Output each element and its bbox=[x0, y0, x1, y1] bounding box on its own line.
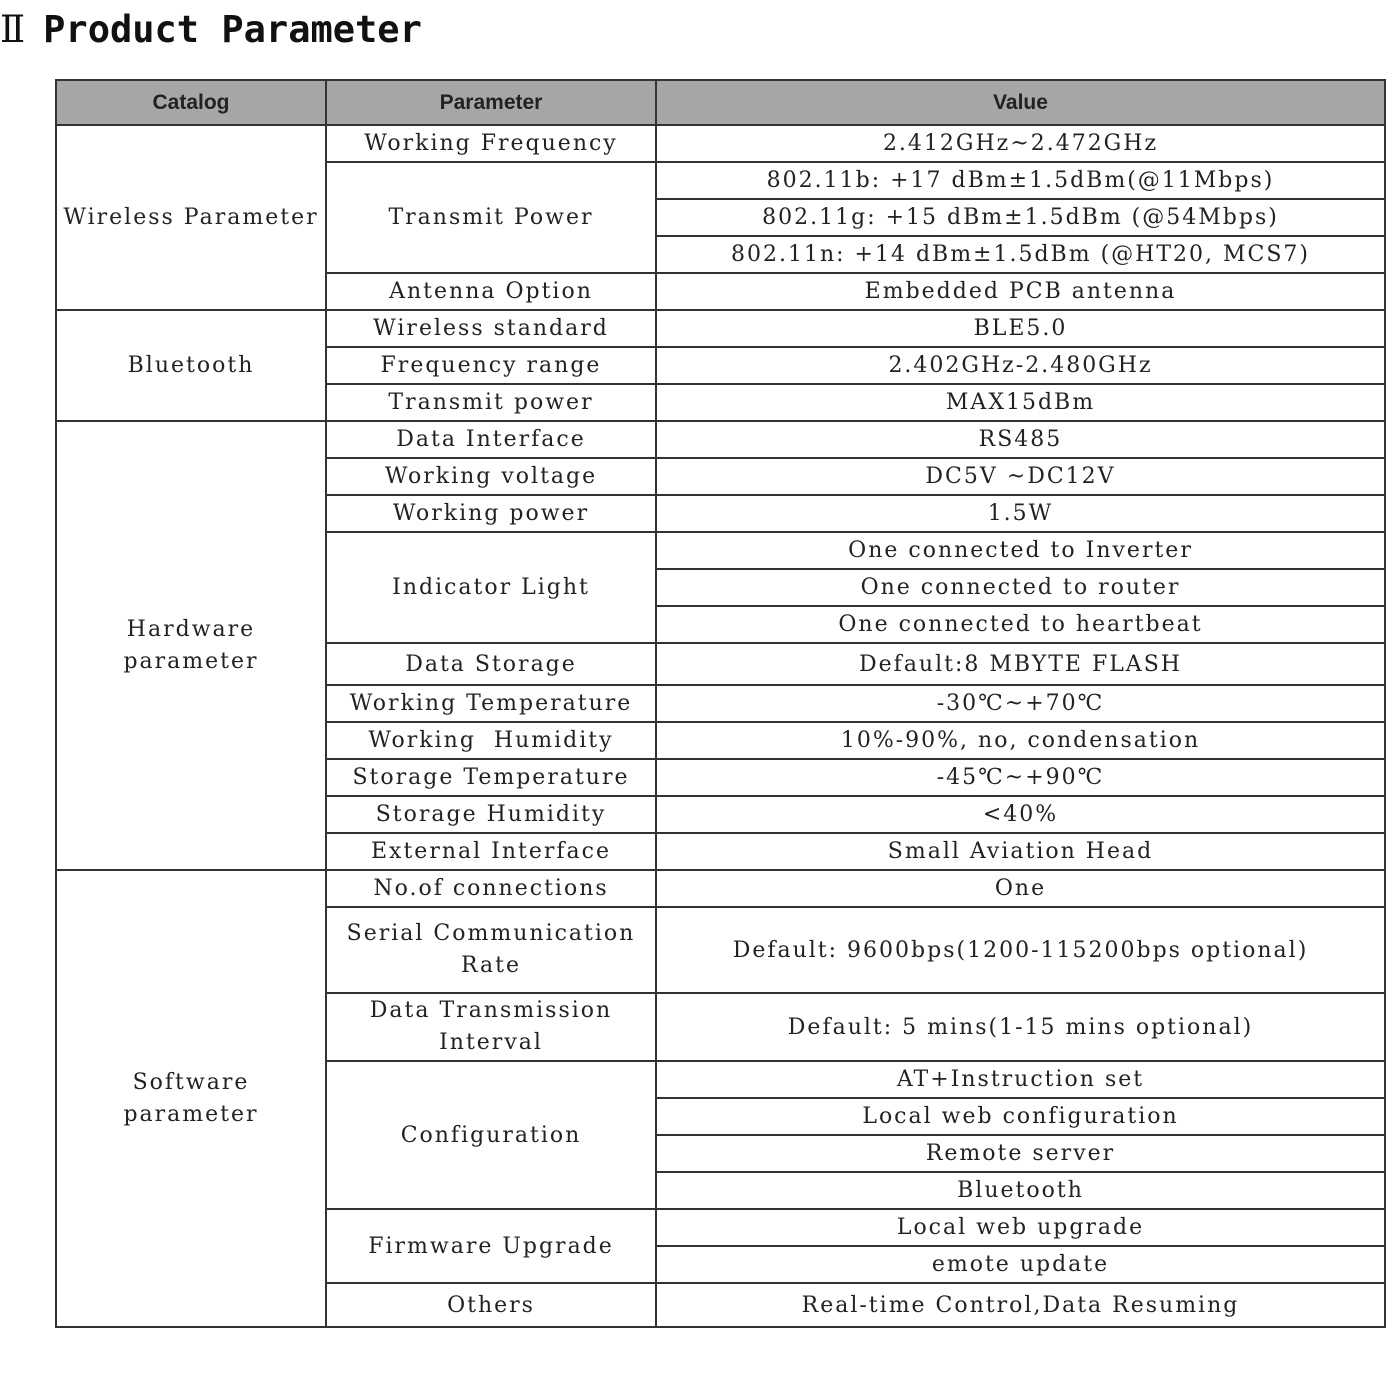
value-config-remote-server: Remote server bbox=[656, 1135, 1385, 1172]
param-serial-rate: Serial Communication Rate bbox=[326, 907, 656, 993]
value-others: Real-time Control,Data Resuming bbox=[656, 1283, 1385, 1327]
param-frequency-range: Frequency range bbox=[326, 347, 656, 384]
header-catalog: Catalog bbox=[56, 80, 326, 125]
param-transmission-interval: Data Transmission Interval bbox=[326, 993, 656, 1061]
value-data-interface: RS485 bbox=[656, 421, 1385, 458]
param-storage-temperature: Storage Temperature bbox=[326, 759, 656, 796]
value-storage-temperature: -45℃~+90℃ bbox=[656, 759, 1385, 796]
table-row bbox=[56, 870, 1385, 907]
table-row bbox=[56, 310, 1385, 347]
param-external-interface: External Interface bbox=[326, 833, 656, 870]
param-data-interface: Data Interface bbox=[326, 421, 656, 458]
catalog-bluetooth: Bluetooth bbox=[56, 310, 326, 421]
value-working-frequency: 2.412GHz~2.472GHz bbox=[656, 125, 1385, 162]
param-configuration: Configuration bbox=[326, 1061, 656, 1209]
value-antenna-option: Embedded PCB antenna bbox=[656, 273, 1385, 310]
value-indicator-router: One connected to router bbox=[656, 569, 1385, 606]
param-storage-humidity: Storage Humidity bbox=[326, 796, 656, 833]
catalog-hardware: Hardware parameter bbox=[56, 421, 326, 870]
param-working-power: Working power bbox=[326, 495, 656, 532]
value-indicator-inverter: One connected to Inverter bbox=[656, 532, 1385, 569]
catalog-wireless: Wireless Parameter bbox=[56, 125, 326, 310]
value-frequency-range: 2.402GHz-2.480GHz bbox=[656, 347, 1385, 384]
catalog-software: Software parameter bbox=[56, 870, 326, 1327]
table-row bbox=[56, 421, 1385, 458]
param-data-storage: Data Storage bbox=[326, 643, 656, 685]
param-working-voltage: Working voltage bbox=[326, 458, 656, 495]
param-firmware-upgrade: Firmware Upgrade bbox=[326, 1209, 656, 1283]
param-antenna-option: Antenna Option bbox=[326, 273, 656, 310]
table-header-row bbox=[56, 80, 1385, 125]
value-data-storage: Default:8 MBYTE FLASH bbox=[656, 643, 1385, 685]
value-transmission-interval: Default: 5 mins(1-15 mins optional) bbox=[656, 993, 1385, 1061]
param-bt-transmit-power: Transmit power bbox=[326, 384, 656, 421]
value-config-at: AT+Instruction set bbox=[656, 1061, 1385, 1098]
value-working-power: 1.5W bbox=[656, 495, 1385, 532]
value-transmit-power-11b: 802.11b: +17 dBm±1.5dBm(@11Mbps) bbox=[656, 162, 1385, 199]
value-storage-humidity: <40% bbox=[656, 796, 1385, 833]
table-row bbox=[56, 125, 1385, 162]
param-working-frequency: Working Frequency bbox=[326, 125, 656, 162]
value-bt-transmit-power: MAX15dBm bbox=[656, 384, 1385, 421]
value-transmit-power-11g: 802.11g: +15 dBm±1.5dBm (@54Mbps) bbox=[656, 199, 1385, 236]
section-heading bbox=[0, 4, 422, 56]
param-indicator-light: Indicator Light bbox=[326, 532, 656, 643]
header-value: Value bbox=[656, 80, 1385, 125]
product-parameter-table bbox=[55, 79, 1386, 1328]
value-firmware-local: Local web upgrade bbox=[656, 1209, 1385, 1246]
value-external-interface: Small Aviation Head bbox=[656, 833, 1385, 870]
value-config-local-web: Local web configuration bbox=[656, 1098, 1385, 1135]
value-wireless-standard: BLE5.0 bbox=[656, 310, 1385, 347]
value-config-bluetooth: Bluetooth bbox=[656, 1172, 1385, 1209]
param-working-humidity: Working Humidity bbox=[326, 722, 656, 759]
param-transmit-power: Transmit Power bbox=[326, 162, 656, 273]
param-others: Others bbox=[326, 1283, 656, 1327]
value-working-humidity: 10%-90%, no, condensation bbox=[656, 722, 1385, 759]
header-parameter: Parameter bbox=[326, 80, 656, 125]
param-connections: No.of connections bbox=[326, 870, 656, 907]
param-wireless-standard: Wireless standard bbox=[326, 310, 656, 347]
value-working-temperature: -30℃~+70℃ bbox=[656, 685, 1385, 722]
value-working-voltage: DC5V ~DC12V bbox=[656, 458, 1385, 495]
value-firmware-remote: emote update bbox=[656, 1246, 1385, 1283]
section-title: Product Parameter bbox=[43, 8, 422, 51]
value-transmit-power-11n: 802.11n: +14 dBm±1.5dBm (@HT20, MCS7) bbox=[656, 236, 1385, 273]
value-serial-rate: Default: 9600bps(1200-115200bps optional) bbox=[656, 907, 1385, 993]
value-indicator-heartbeat: One connected to heartbeat bbox=[656, 606, 1385, 643]
param-working-temperature: Working Temperature bbox=[326, 685, 656, 722]
value-connections: One bbox=[656, 870, 1385, 907]
section-number: Ⅱ bbox=[0, 8, 26, 51]
